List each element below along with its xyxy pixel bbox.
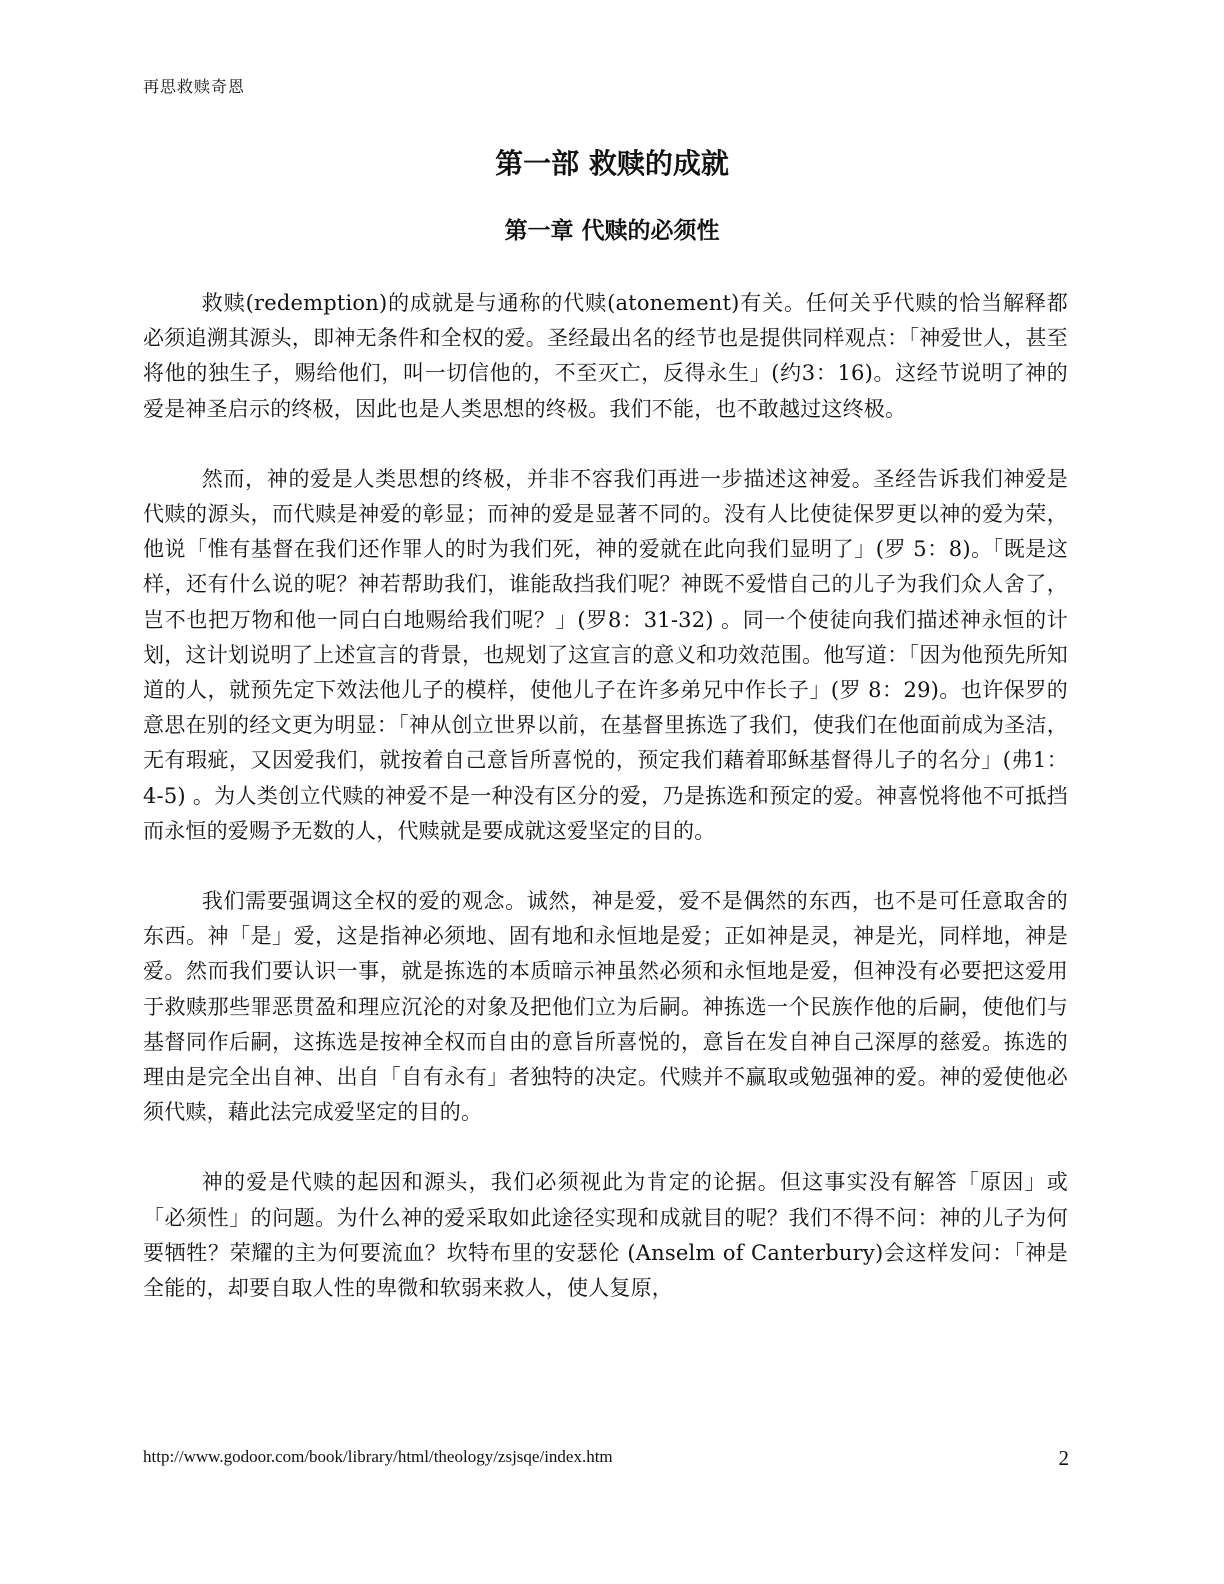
running-header: 再思救赎奇恩	[143, 77, 246, 96]
paragraph-2: 然而，神的爱是人类思想的终极，并非不容我们再进一步描述这神爱。圣经告诉我们神爱是代赎的源头，而代赎是神爱的彰显；而神的爱是显著不同的。没有人比使徒保罗更以神的爱为荣，他说「惟有基督在我们还作罪人的时为我们死，神的爱就在此向我们显明了」(罗 5：8)。「既是这样，还有什么说的呢？神若帮助我们，谁能敌挡我们呢？神既不爱惜自己的儿子为我们众人舍了，岂不也把万物和他一同白白地赐给我们呢？」(罗8：31-32) 。同一个使徒向我们描述神永恒的计划，这计划说明了上述宣言的背景，也规划了这宣言的意义和功效范围。他写道：「因为他预先所知道的人，就预先定下效法他儿子的模样，使他儿子在许多弟兄中作长子」(罗 8：29)。也许保罗的意思在别的经文更为明显：「神从创立世界以前，在基督里拣选了我们，使我们在他面前成为圣洁，无有瑕疵，又因爱我们，就按着自己意旨所喜悦的，预定我们藉着耶稣基督得儿子的名分」(弗1：4-5) 。为人类创立代赎的神爱不是一种没有区分的爱，乃是拣选和预定的爱。神喜悦将他不可抵挡而永恒的爱赐予无数的人，代赎就是要成就这爱坚定的目的。	[143, 466, 1068, 843]
paragraph-1: 救赎(redemption)的成就是与通称的代赎(atonement)有关。任何关乎代赎的恰当解释都必须追溯其源头，即神无条件和全权的爱。圣经最出名的经节也是提供同样观点：「神爱世人，甚至将他的独生子，赐给他们，叫一切信他的，不至灭亡，反得永生」(约3：16)。这经节说明了神的爱是神圣启示的终极，因此也是人类思想的终极。我们不能，也不敢越过这终极。	[143, 291, 1068, 421]
paragraph-3: 我们需要强调这全权的爱的观念。诚然，神是爱，爱不是偶然的东西，也不是可任意取舍的东西。神「是」爱，这是指神必须地、固有地和永恒地是爱；正如神是灵，神是光，同样地，神是爱。然而我们要认识一事，就是拣选的本质暗示神虽然必须和永恒地是爱，但神没有必要把这爱用于救赎那些罪恶贯盈和理应沉沦的对象及把他们立为后嗣。神拣选一个民族作他的后嗣，使他们与基督同作后嗣，这拣选是按神全权而自由的意旨所喜悦的，意旨在发自神自己深厚的慈爱。拣选的理由是完全出自神、出自「自有永有」者独特的决定。代赎并不赢取或勉强神的爱。神的爱使他必须代赎，藉此法完成爱坚定的目的。	[143, 889, 1068, 1125]
footer-url: http://www.godoor.com/book/library/html/theology/zsjsqe/index.htm	[143, 1447, 613, 1466]
paragraph-4: 神的爱是代赎的起因和源头，我们必须视此为肯定的论据。但这事实没有解答「原因」或「必须性」的问题。为什么神的爱采取如此途径实现和成就目的呢？我们不得不问：神的儿子为何要牺牲？荣耀的主为何要流血？坎特布里的安瑟伦 (Anselm of Canterbury)会这样发问：「神是全能的，却要自取人性的卑微和软弱来救人，使人复原，	[143, 1170, 1068, 1301]
part-title: 第一部 救赎的成就	[495, 147, 729, 180]
chapter-title: 第一章 代赎的必须性	[504, 217, 720, 244]
body-text	[143, 286, 1068, 1341]
page-number: 2	[1058, 1446, 1069, 1470]
